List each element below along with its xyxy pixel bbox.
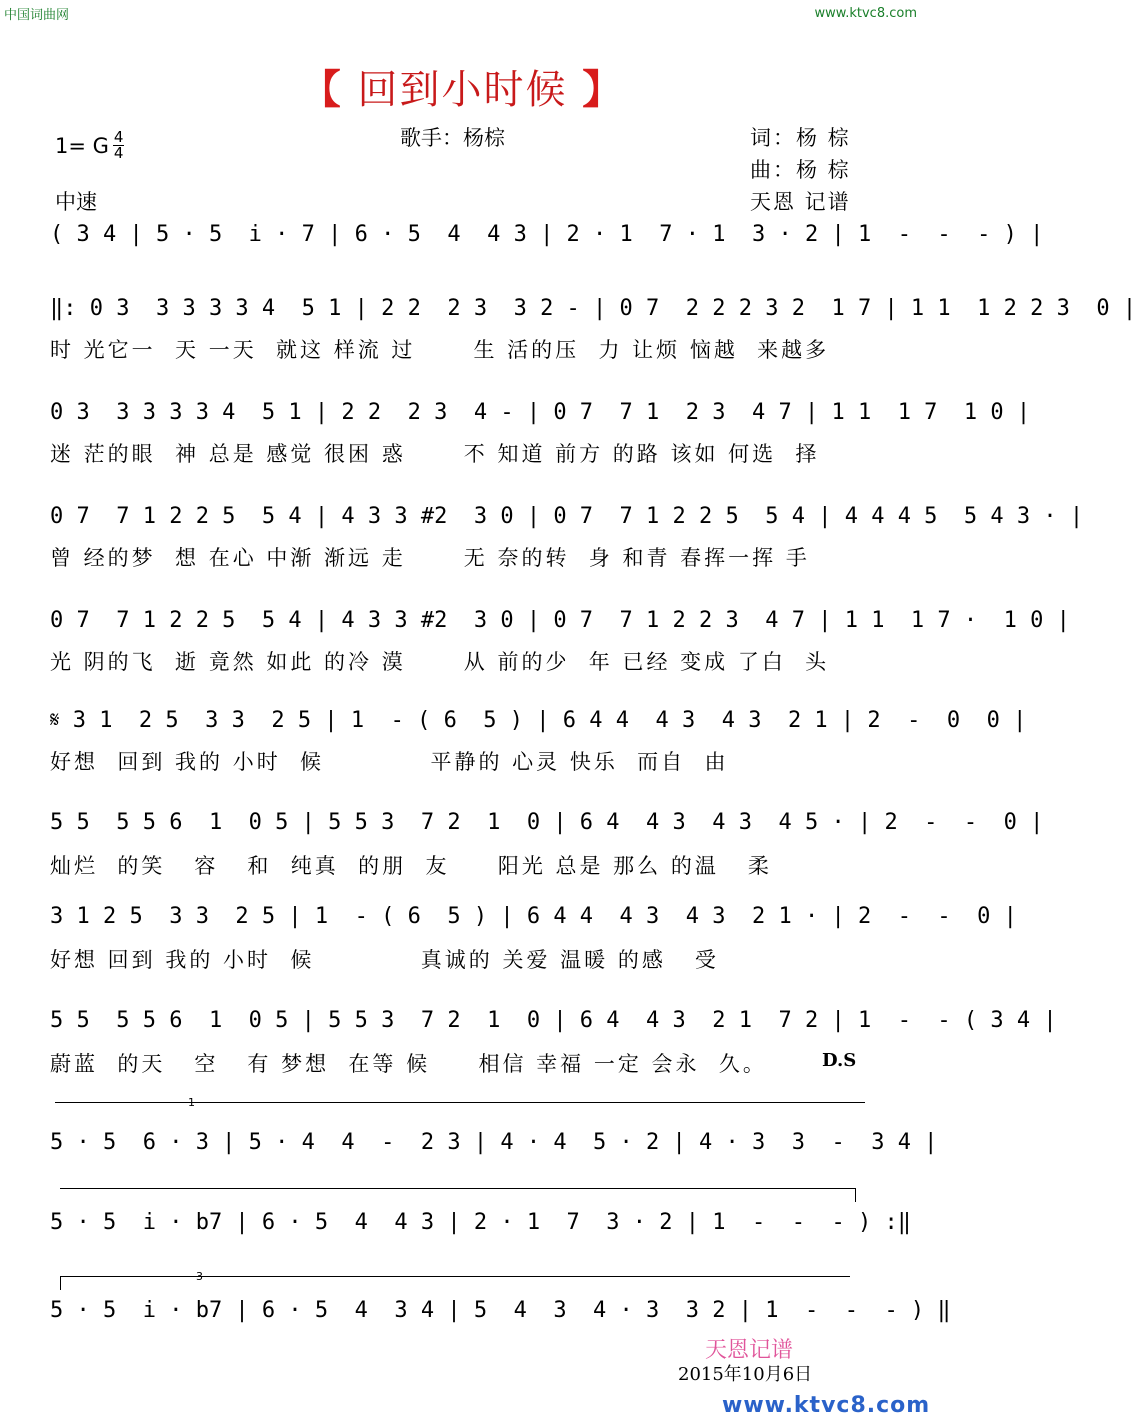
score-line-7-notes: 5 5 5 5 6 1 0 5 | 5 5 3 7 2 1 0 | 6 4 4 3 4 3 4 5 · | 2 - - 0 |	[50, 810, 1044, 835]
score-line-8-lyrics: 好想 回到 我的 小时 候 真诚的 关爱 温暖 的感 受	[50, 948, 719, 972]
score-line-11-notes: 5 · 5 i · b7 | 6 · 5 4 4 3 | 2 · 1 7 3 · 2 | 1 - - - ) :‖	[50, 1210, 911, 1235]
score-line-1-notes: ( 3 4 | 5 · 5 i · 7 | 6 · 5 4 4 3 | 2 · 1 7 · 1 3 · 2 | 1 - - - ) |	[50, 222, 1044, 247]
score-line-6-lyrics: 好想 回到 我的 小时 候 平静的 心灵 快乐 而自 由	[50, 750, 729, 774]
watermark-top-right: www.ktvc8.com	[814, 6, 917, 21]
lyricist: 词：杨 棕	[750, 126, 851, 150]
time-signature	[113, 130, 125, 161]
score-line-4-lyrics: 曾 经的梦 想 在心 中渐 渐远 走 无 奈的转 身 和青 春挥一挥 手	[50, 546, 810, 570]
volta-bracket-1-end	[855, 1188, 856, 1202]
dal-segno-mark: D.S	[822, 1050, 857, 1071]
score-line-9-lyrics: 蔚蓝 的天 空 有 梦想 在等 候 相信 幸福 一定 会永 久。	[50, 1052, 767, 1076]
score-line-8-notes: 3 1 2 5 3 3 2 5 | 1 - ( 6 5 ) | 6 4 4 4 3 4 3 2 1 · | 2 - - 0 |	[50, 904, 1017, 929]
score-line-9-notes: 5 5 5 5 6 1 0 5 | 5 5 3 7 2 1 0 | 6 4 4 3 2 1 7 2 | 1 - - ( 3 4 |	[50, 1008, 1057, 1033]
time-top: 4	[113, 128, 124, 146]
song-title	[0, 58, 925, 115]
volta-bracket-1-continued	[60, 1188, 855, 1189]
key-label: 1= G	[55, 133, 109, 158]
score-line-4-notes: 0 7 7 1 2 2 5 5 4 | 4 3 3 #2 3 0 | 0 7 7 1 2 2 5 5 4 | 4 4 4 5 5 4 3 · |	[50, 504, 1084, 529]
volta-number-1: 1	[188, 1096, 195, 1109]
volta-bracket-1	[55, 1102, 865, 1103]
score-line-6-notes: 𝄋 3 1 2 5 3 3 2 5 | 1 - ( 6 5 ) | 6 4 4 4 3 4 3 2 1 | 2 - 0 0 |	[50, 708, 1027, 733]
watermark-bottom: www.ktvc8.com	[722, 1393, 931, 1418]
key-signature	[55, 130, 124, 161]
transcription-date: 2015年10月6日	[678, 1364, 813, 1385]
score-line-2-notes: ‖: 0 3 3 3 3 3 4 5 1 | 2 2 2 3 3 2 - | 0 7 2 2 2 3 2 1 7 | 1 1 1 2 2 3 0 |	[50, 296, 1136, 321]
score-line-10-notes: 5 · 5 6 · 3 | 5 · 4 4 - 2 3 | 4 · 4 5 · 2 | 4 · 3 3 - 3 4 |	[50, 1130, 938, 1155]
tempo: 中速	[55, 190, 97, 214]
score-line-5-notes: 0 7 7 1 2 2 5 5 4 | 4 3 3 #2 3 0 | 0 7 7 1 2 2 3 4 7 | 1 1 1 7 · 1 0 |	[50, 608, 1070, 633]
time-bottom: 4	[113, 144, 124, 162]
singer: 歌手：杨棕	[400, 126, 505, 150]
score-line-12-notes: 5 · 5 i · b7 | 6 · 5 4 3 4 | 5 4 3 4 · 3 3 2 | 1 - - - ) ‖	[50, 1298, 951, 1323]
score-line-3-notes: 0 3 3 3 3 3 4 5 1 | 2 2 2 3 4 - | 0 7 7 1 2 3 4 7 | 1 1 1 7 1 0 |	[50, 400, 1031, 425]
volta-bracket-3-start	[60, 1276, 61, 1290]
score-line-5-lyrics: 光 阴的飞 逝 竟然 如此 的冷 漠 从 前的少 年 已经 变成 了白 头	[50, 650, 830, 674]
title-text: 回到小时候	[357, 67, 568, 113]
transcriber-stamp: 天恩记谱	[705, 1338, 794, 1363]
score-line-3-lyrics: 迷 茫的眼 神 总是 感觉 很困 惑 不 知道 前方 的路 该如 何选 择	[50, 442, 820, 466]
title-bracket-close: 】	[582, 67, 625, 113]
score-line-2-lyrics: 时 光它一 天 一天 就这 样流 过 生 活的压 力 让烦 恼越 来越多	[50, 338, 830, 362]
composer: 曲：杨 棕	[750, 158, 851, 182]
score-line-7-lyrics: 灿烂 的笑 容 和 纯真 的朋 友 阳光 总是 那么 的温 柔	[50, 854, 772, 878]
watermark-top-left: 中国词曲网	[4, 8, 70, 23]
title-bracket-open: 【	[300, 67, 343, 113]
volta-bracket-3	[60, 1276, 850, 1277]
volta-number-3: 3	[196, 1270, 203, 1283]
transcriber: 天恩 记谱	[750, 190, 851, 214]
